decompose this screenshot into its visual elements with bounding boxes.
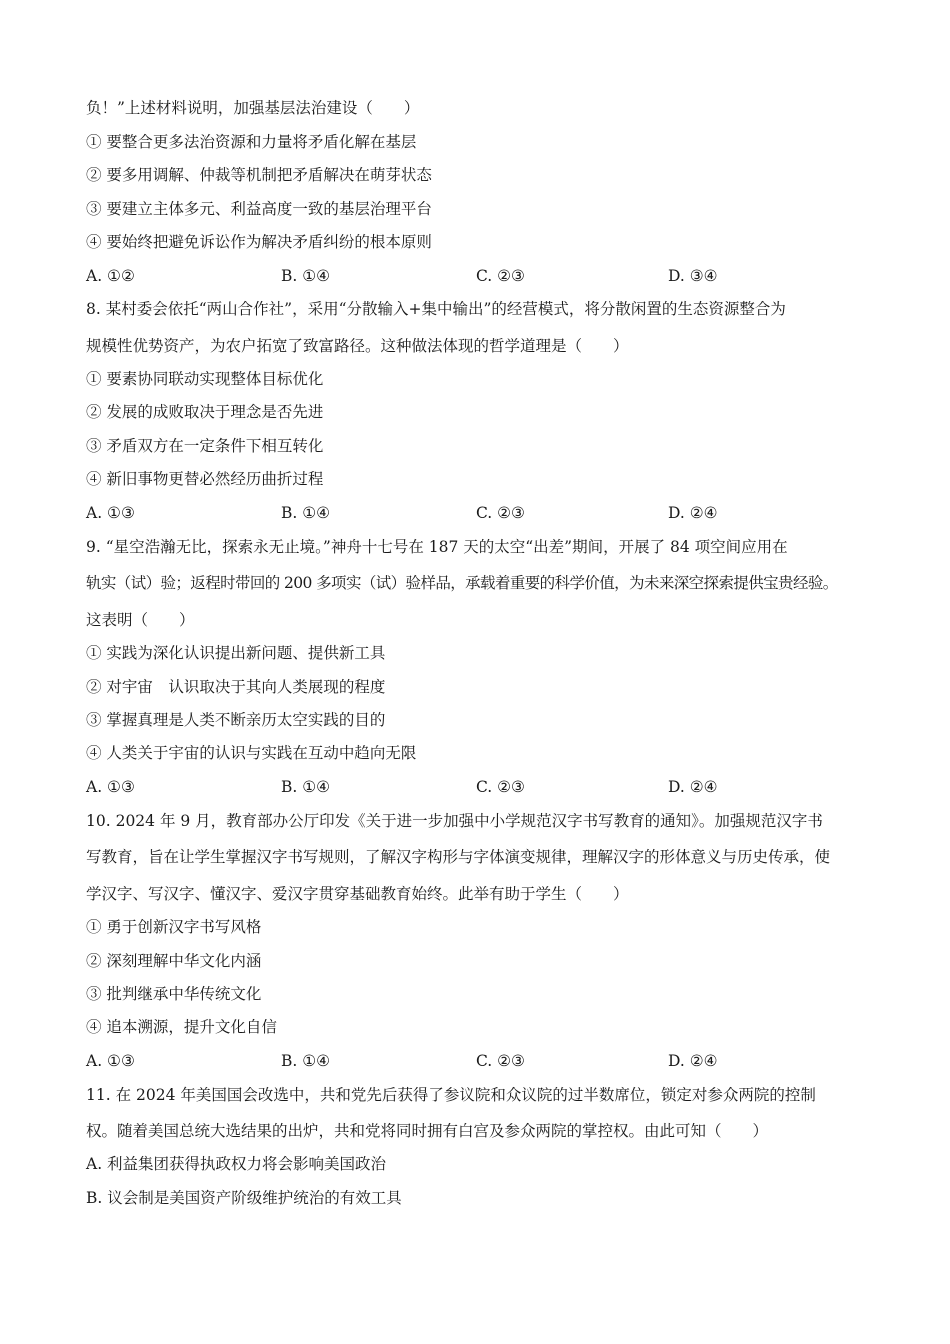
q9-option-b: B. ①④ [281, 778, 331, 796]
q11-option-b: B. 议会制是美国资产阶级维护统治的有效工具 [86, 1189, 402, 1207]
q9-statement-2: ② 对宇宙 认识取决于其向人类展现的程度 [86, 678, 386, 696]
q7-option-c: C. ②③ [476, 267, 525, 285]
q8-statement-4: ④ 新旧事物更替必然经历曲折过程 [86, 470, 324, 488]
q7-option-d: D. ③④ [668, 267, 718, 285]
q10-option-a: A. ①③ [86, 1052, 135, 1070]
q9-options [86, 777, 886, 797]
q9-stem-line-1: 9. “星空浩瀚无比，探索永无止境。”神舟十七号在 187 天的太空“出差”期间，开展了 84 项空间应用在 [86, 538, 788, 556]
q9-statement-3: ③ 掌握真理是人类不断亲历太空实践的目的 [86, 711, 386, 729]
q7-statement-1: ① 要整合更多法治资源和力量将矛盾化解在基层 [86, 133, 417, 151]
q11-stem-line-2: 权。随着美国总统大选结果的出炉，共和党将同时拥有白宫及参众两院的掌控权。由此可知（ ） [86, 1122, 769, 1140]
q8-option-d: D. ②④ [668, 504, 718, 522]
q8-stem-line-1: 8. 某村委会依托“两山合作社”，采用“分散输入+集中输出”的经营模式，将分散闲置的生态资源整合为 [86, 300, 786, 318]
q8-option-a: A. ①③ [86, 504, 135, 522]
q10-statement-2: ② 深刻理解中华文化内涵 [86, 952, 262, 970]
q9-option-a: A. ①③ [86, 778, 135, 796]
q8-statement-1: ① 要素协同联动实现整体目标优化 [86, 370, 324, 388]
q10-statement-3: ③ 批判继承中华传统文化 [86, 985, 262, 1003]
q9-option-c: C. ②③ [476, 778, 525, 796]
q8-stem-line-2: 规模性优势资产，为农户拓宽了致富路径。这种做法体现的哲学道理是（ ） [86, 337, 629, 355]
q7-statement-2: ② 要多用调解、仲裁等机制把矛盾解决在萌芽状态 [86, 166, 432, 184]
q10-statement-1: ① 勇于创新汉字书写风格 [86, 918, 262, 936]
q9-stem-line-2: 轨实（试）验；返程时带回的 200 多项实（试）验样品，承载着重要的科学价值，为未来深空探索提供宝贵经验。 [86, 574, 838, 592]
q9-statement-4: ④ 人类关于宇宙的认识与实践在互动中趋向无限 [86, 744, 417, 762]
q7-option-b: B. ①④ [281, 267, 331, 285]
q10-statement-4: ④ 追本溯源，提升文化自信 [86, 1018, 277, 1036]
q11-option-a: A. 利益集团获得执政权力将会影响美国政治 [86, 1155, 387, 1173]
q10-stem-line-1: 10. 2024 年 9 月，教育部办公厅印发《关于进一步加强中小学规范汉字书写教育的通知》。加强规范汉字书 [86, 812, 823, 830]
q7-statement-3: ③ 要建立主体多元、利益高度一致的基层治理平台 [86, 200, 432, 218]
q7-options [86, 266, 886, 286]
q8-option-b: B. ①④ [281, 504, 331, 522]
q10-stem-line-3: 学汉字、写汉字、懂汉字、爱汉字贯穿基础教育始终。此举有助于学生（ ） [86, 885, 629, 903]
q10-option-b: B. ①④ [281, 1052, 331, 1070]
q10-stem-line-2: 写教育，旨在让学生掌握汉字书写规则，了解汉字构形与字体演变规律，理解汉字的形体意义与历史传承，使 [86, 848, 831, 866]
q7-statement-4: ④ 要始终把避免诉讼作为解决矛盾纠纷的根本原则 [86, 233, 432, 251]
q9-stem-line-3: 这表明（ ） [86, 611, 195, 629]
q10-option-c: C. ②③ [476, 1052, 525, 1070]
q9-option-d: D. ②④ [668, 778, 718, 796]
q10-options [86, 1051, 886, 1071]
q7-option-a: A. ①② [86, 267, 135, 285]
q8-options [86, 503, 886, 523]
q9-statement-1: ① 实践为深化认识提出新问题、提供新工具 [86, 644, 386, 662]
q11-stem-line-1: 11. 在 2024 年美国国会改选中，共和党先后获得了参议院和众议院的过半数席位，锁定对参众两院的控制 [86, 1086, 816, 1104]
q8-statement-3: ③ 矛盾双方在一定条件下相互转化 [86, 437, 324, 455]
q7-stem-tail: 负！”上述材料说明，加强基层法治建设（ ） [86, 99, 420, 117]
q8-option-c: C. ②③ [476, 504, 525, 522]
q8-statement-2: ② 发展的成败取决于理念是否先进 [86, 403, 324, 421]
q10-option-d: D. ②④ [668, 1052, 718, 1070]
